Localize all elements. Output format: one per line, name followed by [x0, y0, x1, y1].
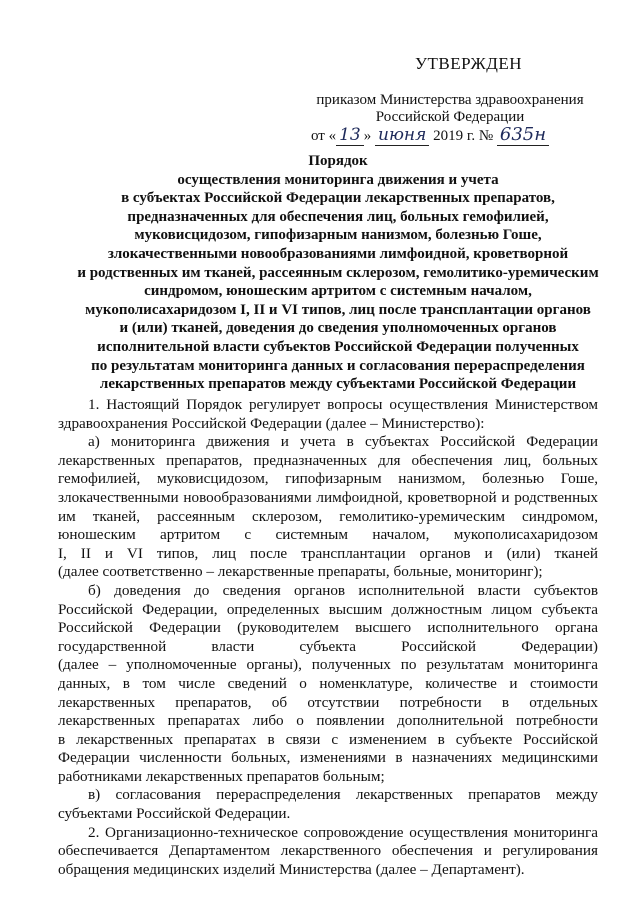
body-line: обращения медицинских изделий Министерства (далее – Департамент). [58, 860, 525, 878]
body-line: а) мониторинга движения и учета в субъектах Российской Федерации [88, 433, 598, 451]
body-line: лекарственных препаратах либо о появлении дополнительной потребности [58, 712, 598, 730]
body-line: обеспечивается Департаментом лекарственного обеспечения и регулирования [58, 842, 598, 860]
body-line: (далее соответственно – лекарственные препараты, больные, мониторинг); [58, 563, 543, 581]
document-title [38, 152, 638, 394]
date-mid: » [363, 128, 372, 144]
body-line: (далее – уполномоченные органы), полученных по результатам мониторинга [58, 656, 598, 674]
date-prefix: от « [311, 128, 337, 144]
body-line: Российской Федерации, определенных высшим должностным лицом субъекта [58, 600, 598, 618]
title-line: исполнительной власти субъектов Российской Федерации полученных [97, 338, 579, 355]
order-date-line [311, 124, 611, 146]
title-line: лекарственных препаратов между субъектами Российской Федерации [99, 376, 577, 393]
body-line: работниками лекарственных препаратов больным; [58, 767, 385, 785]
approved-heading: УТВЕРЖДЕН [415, 54, 522, 73]
order-line-2: Российской Федерации [375, 109, 525, 125]
title-line: мукополисахаридозом I, II и VI типов, лиц после трансплантации органов [85, 301, 591, 318]
order-reference [300, 92, 600, 126]
title-line: синдромом, юношеским артритом с системным началом, [144, 283, 532, 300]
body-line: гемофилией, муковисцидозом, гипофизарным нанизмом, болезнью Гоше, [58, 470, 598, 488]
body-line: 1. Настоящий Порядок регулирует вопросы осуществления Министерством [88, 396, 598, 413]
title-line: предназначенных для обеспечения лиц, больных гемофилией, [127, 208, 549, 225]
body-line: лекарственных препаратов, предназначенных для обеспечения лиц, больных [58, 451, 598, 469]
handwritten-day: 13 [336, 125, 364, 146]
body-line: им тканей, рассеянным склерозом, гемолитико-уремическим синдромом, [58, 507, 598, 525]
body-line: Федерации численности больных, изменениями в назначениях медицинскими [58, 749, 598, 767]
title-line: по результатам мониторинга данных и согласования перераспределения [91, 357, 585, 374]
body-line: данных, в том числе сведений о номенклатуре, количестве и стоимости [58, 674, 598, 692]
body-line: государственной власти субъекта Российской Федерации) [58, 637, 598, 655]
handwritten-order-number: 635н [497, 124, 549, 146]
title-line: Порядок [308, 153, 368, 169]
title-line: осуществления мониторинга движения и учета [177, 171, 499, 188]
body-line: I, II и VI типов, лиц после трансплантации органов и (или) тканей [58, 544, 598, 562]
body-line: лекарственных препаратов, об отсутствии потребности в отдельных [58, 693, 598, 711]
body-line: субъектами Российской Федерации. [58, 805, 291, 823]
body-line: здравоохранения Российской Федерации (далее – Министерство): [58, 414, 485, 432]
title-line: в субъектах Российской Федерации лекарственных препаратов, [121, 190, 555, 207]
title-line: и родственных им тканей, рассеянным склерозом, гемолитико-уремическим [77, 264, 599, 281]
title-line: злокачественными новообразованиями лимфоидной, кроветворной [107, 245, 569, 262]
body-line: в лекарственных препаратах в связи с изменением в субъекте Российской [58, 730, 598, 748]
body-line: юношеским артритом с системным началом, мукополисахаридозом [58, 526, 598, 544]
body-line: в) согласования перераспределения лекарственных препаратов между [88, 786, 598, 804]
date-year: 2019 г. № [433, 128, 494, 144]
title-line: муковисцидозом, гипофизарным нанизмом, болезнью Гоше, [134, 227, 542, 244]
body-line: Российской Федерации (руководителем высшего исполнительного органа [58, 619, 598, 637]
handwritten-month: июня [375, 125, 429, 146]
title-line: и (или) тканей, доведения до сведения уполномоченных органов [119, 320, 557, 337]
body-line: б) доведения до сведения органов исполнительной власти субъектов [88, 581, 598, 599]
order-line-1: приказом Министерства здравоохранения [316, 92, 584, 108]
document-body [58, 396, 598, 879]
body-line: злокачественными новообразованиями лимфоидной, кроветворной и родственных [58, 488, 598, 506]
body-line: 2. Организационно-техническое сопровождение осуществления мониторинга [88, 823, 598, 841]
